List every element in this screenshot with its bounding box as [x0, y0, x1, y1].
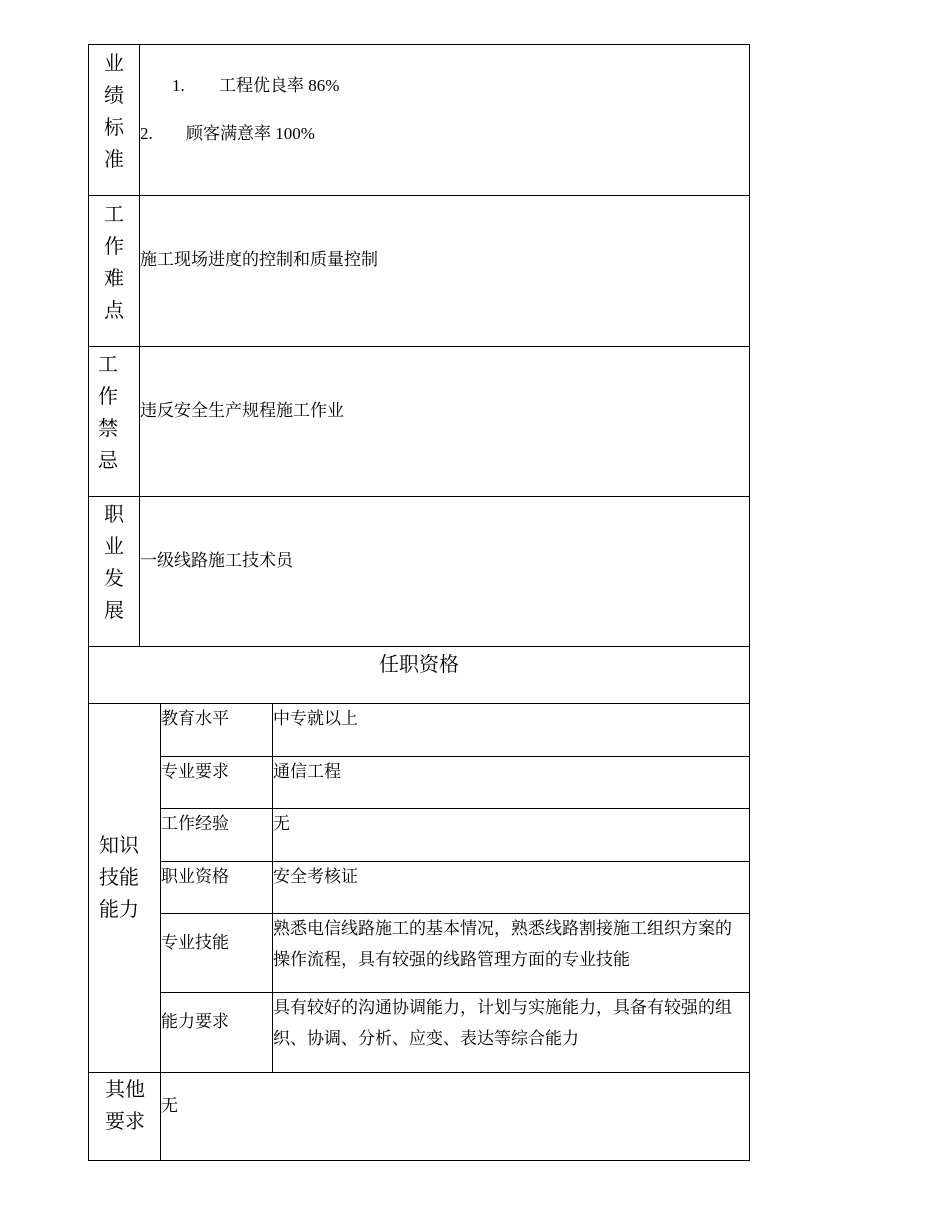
performance-item-2-number: 2. — [140, 124, 153, 143]
row-divider — [88, 1072, 750, 1073]
experience-label: 工作经验 — [161, 814, 229, 833]
career-text: 一级线路施工技术员 — [140, 551, 293, 570]
difficulty-label: 工 作 难 点 — [104, 204, 124, 322]
knowledge-skills-label: 知识 技能 能力 — [99, 835, 139, 921]
row-divider — [88, 346, 750, 347]
ability-label: 能力要求 — [161, 1012, 229, 1031]
certificate-value: 安全考核证 — [273, 867, 358, 886]
performance-item-1-number: 1. — [172, 76, 185, 95]
professional-skill-label: 专业技能 — [161, 933, 229, 952]
major-label: 专业要求 — [161, 762, 229, 781]
performance-label: 业 绩 标 准 — [104, 53, 124, 171]
taboo-text: 违反安全生产规程施工作业 — [140, 401, 344, 420]
other-label: 其他 要求 — [105, 1079, 145, 1133]
row-divider — [88, 496, 750, 497]
education-label: 教育水平 — [161, 709, 229, 728]
row-divider — [88, 646, 750, 647]
career-label: 职 业 发 展 — [104, 504, 124, 622]
sub-row-divider — [160, 808, 750, 809]
sub-row-divider — [160, 861, 750, 862]
performance-item-1-text: 工程优良率 86% — [219, 76, 340, 95]
difficulty-text: 施工现场进度的控制和质量控制 — [140, 250, 378, 269]
taboo-label: 工 作 禁 忌 — [98, 354, 118, 472]
education-value: 中专就以上 — [273, 709, 358, 728]
experience-value: 无 — [273, 814, 290, 833]
ability-value: 具有较好的沟通协调能力，计划与实施能力，具备有较强的组织、协调、分析、应变、表达等综合能力 — [273, 998, 732, 1048]
performance-item-2-text: 顾客满意率 100% — [186, 124, 315, 143]
qualification-title: 任职资格 — [379, 654, 459, 676]
professional-skill-value: 熟悉电信线路施工的基本情况，熟悉线路割接施工组织方案的操作流程，具有较强的线路管理方面的专业技能 — [273, 919, 732, 969]
sub-row-divider — [160, 756, 750, 757]
major-value: 通信工程 — [273, 762, 341, 781]
certificate-label: 职业资格 — [161, 867, 229, 886]
row-divider — [88, 195, 750, 196]
other-text: 无 — [161, 1096, 178, 1115]
